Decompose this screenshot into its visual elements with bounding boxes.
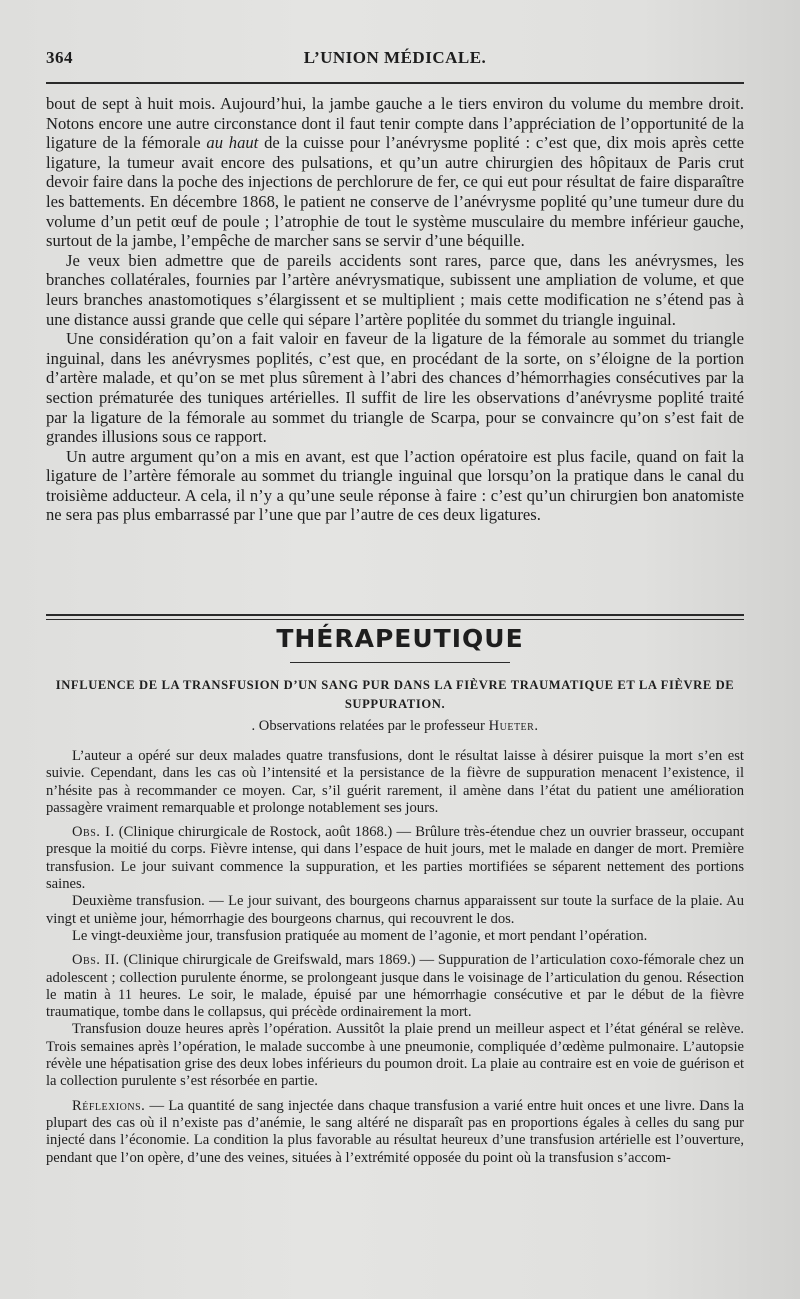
paragraph-text: (Clinique chirurgicale de Rostock, août 1868.) — Brûlure très-étendue chez un ouvrier brasseur, occupant presque la moitié du corps. Fièvre intense, qui dans l’espace de huit jours, met le malade en danger de mort. Première transfusion. Le jour suivant commence la suppuration, et les parties mortifiées se séparent nettement des portions saines.: [46, 824, 745, 893]
attribution: [46, 718, 744, 735]
reflections: [46, 1098, 744, 1167]
attribution-text: . Observations relatées par le professeur: [251, 718, 485, 734]
title-rule: [290, 662, 510, 663]
paragraph-text: bout de sept à huit mois. Aujourd’hui, la jambe gauche a le tiers environ du volume du membre droit. Notons encore une autre circonstance dont il faut tenir compte dans l’appréciation de l’opportunité de la ligature de la fémorale: [46, 94, 744, 153]
author-name: Hueter.: [488, 718, 539, 734]
article-body: [46, 748, 744, 1167]
observation-1: [46, 824, 744, 893]
emphasis-text: au haut: [206, 133, 259, 153]
paragraph: Transfusion douze heures après l’opération. Aussitôt la plaie prend un meilleur aspect et l’état général se relève. Trois semaines après l’opération, le malade succombe à une pneumonie, compliquée d’œdème pulmonaire. L’autopsie révèle une hépatisation grise des deux lobes inférieurs du poumon droit. La plaie au contraire est en voie de guérison et la collection purulente s’est résorbée en partie.: [46, 1021, 744, 1090]
reflections-label: Réflexions.: [72, 1097, 146, 1114]
paragraph: Une considération qu’on a fait valoir en faveur de la ligature de la fémorale au sommet du triangle inguinal, dans les anévrysmes poplités, c’est que, en procédant de la sorte, on s’éloigne de la portion d’artère malade, et qu’on se met plus sûrement à l’abri des chances d’hémorrhagies consécutives par la section prématurée des tuniques artérielles. Il suffit de lire les observations d’anévrysme poplité traité par la ligature de la fémorale au sommet du triangle de Scarpa, pour se convaincre qu’on s’est fait de grandes illusions sous ce rapport.: [46, 329, 744, 447]
paragraph: Un autre argument qu’on a mis en avant, est que l’action opératoire est plus facile, quand on fait la ligature de l’artère fémorale au sommet du triangle inguinal que lorsqu’on la pratique dans le canal du troisième adducteur. A cela, il n’y a qu’une seule réponse à faire : c’est qu’un chirurgien bon anatomiste ne sera pas plus embarrassé par l’une que par l’autre de ces deux ligatures.: [46, 446, 744, 525]
header-rule: [46, 82, 744, 84]
observation-label: Obs. II.: [72, 952, 120, 969]
section-title: THÉRAPEUTIQUE: [276, 624, 524, 653]
paragraph-text: (Clinique chirurgicale de Greifswald, mars 1869.) — Suppuration de l’articulation coxo-fémorale chez un adolescent ; collection purulente énorme, se prolongeant jusque dans le voisinage de l’articulation du genou. Résection le matin à 11 heures. Le soir, le malade, épuisé par une hémorrhagie consécutive et par le début de la fièvre traumatique, tombe dans le collapsus, qui précède ordinairement la mort.: [46, 952, 745, 1021]
section-divider: [46, 619, 744, 620]
observation-2: [46, 952, 744, 1021]
article-continuation: [46, 94, 744, 525]
paragraph: Deuxième transfusion. — Le jour suivant, des bourgeons charnus apparaissent sur toute la surface de la plaie. Au vingt et unième jour, hémorrhagie des bourgeons charnus, qui recouvrent le dos.: [46, 893, 744, 927]
paragraph-text: de la cuisse pour l’anévrysme poplité : c’est que, dix mois après cette ligature, la tumeur avait encore des pulsations, et qu’un autre chirurgien des hôpitaux de Paris crut devoir faire dans la poche des injections de perchlorure de fer, ce qui eut pour résultat de faire disparaître les battements. En décembre 1868, le patient ne conserve de l’anévrysme poplité qu’une tumeur dure du volume d’un petit œuf de poule ; l’atrophie de tout le système musculaire du membre inférieur gauche, surtout de la jambe, l’empêche de marcher sans se servir d’une béquille.: [46, 133, 744, 251]
journal-title: L’UNION MÉDICALE.: [303, 48, 487, 67]
running-header: [46, 48, 744, 70]
paragraph: Je veux bien admettre que de pareils accidents sont rares, parce que, dans les anévrysmes, les branches collatérales, fournies par l’artère anévrysmatique, subissent une ampliation de volume, et que leurs branches anastomotiques s’élargissent et se multiplient ; mais cette modification ne s’étend pas à une distance aussi grande que celle qui sépare l’artère poplitée du sommet du triangle inguinal.: [46, 250, 744, 329]
observation-label: Obs. I.: [72, 824, 115, 841]
article-heading: INFLUENCE DE LA TRANSFUSION D’UN SANG PUR DANS LA FIÈVRE TRAUMATIQUE ET LA FIÈVRE DE SUPPURATION.: [55, 678, 735, 711]
section-divider: [46, 614, 744, 616]
paragraph: Le vingt-deuxième jour, transfusion pratiquée au moment de l’agonie, et mort pendant l’opération.: [72, 927, 648, 944]
page-number: 364: [46, 48, 73, 67]
paragraph: L’auteur a opéré sur deux malades quatre transfusions, dont le résultat laisse à désirer puisque la mort s’en est suivie. Cependant, dans les cas où l’intensité et la persistance de la fièvre de suppuration menacent l’existence, il n’hésite pas à recommander ce moyen. Car, s’il guérit rarement, il amène dans l’état du patient une amélioration passagère vraiment remarquable et prolonge notablement ses jours.: [46, 748, 744, 816]
paragraph: [46, 94, 744, 251]
paragraph-text: — La quantité de sang injectée dans chaque transfusion a varié entre huit onces et une livre. Dans la plupart des cas où il n’existe pas d’anémie, le sang altéré ne disparaît pas en proportions égales à celles du sang pur injecté dans l’économie. La condition la plus favorable au résultat heureux d’une transfusion artérielle est l’ouverture, pendant que l’on opère, d’une des veines, situées à l’extrémité opposée du point où la transfusion s’accom-: [46, 1097, 745, 1166]
